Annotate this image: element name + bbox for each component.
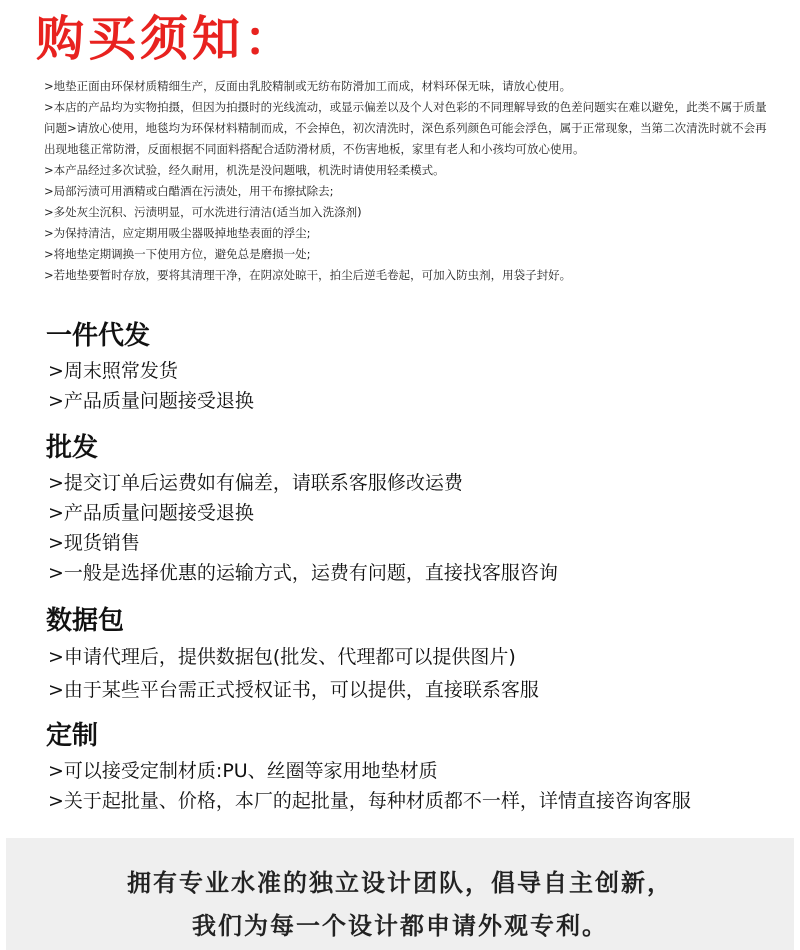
note-item: >本产品经过多次试验，经久耐用，机洗是没问题哦，机洗时请使用轻柔模式。: [44, 163, 445, 177]
notes-block: [44, 76, 772, 286]
note-item: >本店的产品均为实物拍摄，但因为拍摄时的光线流动，或显示偏差以及个人对色彩的不同理解导致的色差问题实在难以避免，此类不属于质量问题>请放心使用，地毯均为环保材料精制而成，不会掉色，初次清洗时，深色系列颜色可能会浮色，属于正常现象，当第二次清洗时就不会再出现地毯正常防滑，反面根据不同面料搭配合适防滑材质，不伤害地板，家里有老人和小孩均可放心使用。: [44, 100, 767, 156]
note-item: >为保持清洁，应定期用吸尘器吸掉地垫表面的浮尘;: [44, 226, 311, 240]
note-item: >多处灰尘沉积、污渍明显，可水洗进行清洁(适当加入洗涤剂): [44, 205, 362, 219]
section-line: >提交订单后运费如有偏差，请联系客服修改运费: [48, 472, 463, 494]
section-line: >由于某些平台需正式授权证书，可以提供，直接联系客服: [48, 679, 539, 701]
section-line: >一般是选择优惠的运输方式，运费有问题，直接找客服咨询: [48, 562, 558, 584]
section-line: >关于起批量、价格，本厂的起批量，每种材质都不一样，详情直接咨询客服: [48, 790, 691, 812]
footer-banner: [6, 838, 794, 950]
note-item: >局部污渍可用酒精或白醋酒在污渍处，用干布擦拭除去;: [44, 184, 334, 198]
section-line: >申请代理后，提供数据包(批发、代理都可以提供图片): [48, 646, 516, 668]
section-line: >现货销售: [48, 532, 140, 554]
footer-line: 拥有专业水准的独立设计团队，倡导自主创新，: [127, 869, 673, 897]
section-heading: 批发: [46, 433, 99, 463]
footer-line: 我们为每一个设计都申请外观专利。: [192, 912, 608, 940]
page-title: 购买须知：: [36, 11, 297, 67]
note-item: >地垫正面由环保材质精细生产，反面由乳胶精制或无纺布防滑加工而成，材料环保无味，请放心使用。: [44, 79, 572, 93]
note-item: >将地垫定期调换一下使用方位，避免总是磨损一处;: [44, 247, 311, 261]
section-wholesale: [46, 428, 786, 588]
section-data-package: [46, 601, 786, 707]
section-line: >产品质量问题接受退换: [48, 502, 254, 524]
section-line: >周末照常发货: [48, 360, 178, 382]
section-heading: 数据包: [46, 606, 125, 636]
section-heading: 一件代发: [46, 321, 151, 351]
section-line: >可以接受定制材质:PU、丝圈等家用地垫材质: [48, 760, 438, 782]
section-custom: [46, 716, 786, 816]
section-heading: 定制: [46, 721, 99, 751]
note-item: >若地垫要暂时存放，要将其清理干净，在阴凉处晾干，拍尘后逆毛卷起，可加入防虫剂，用袋子封好。: [44, 268, 572, 282]
section-dropship: [46, 316, 786, 416]
section-line: >产品质量问题接受退换: [48, 390, 254, 412]
